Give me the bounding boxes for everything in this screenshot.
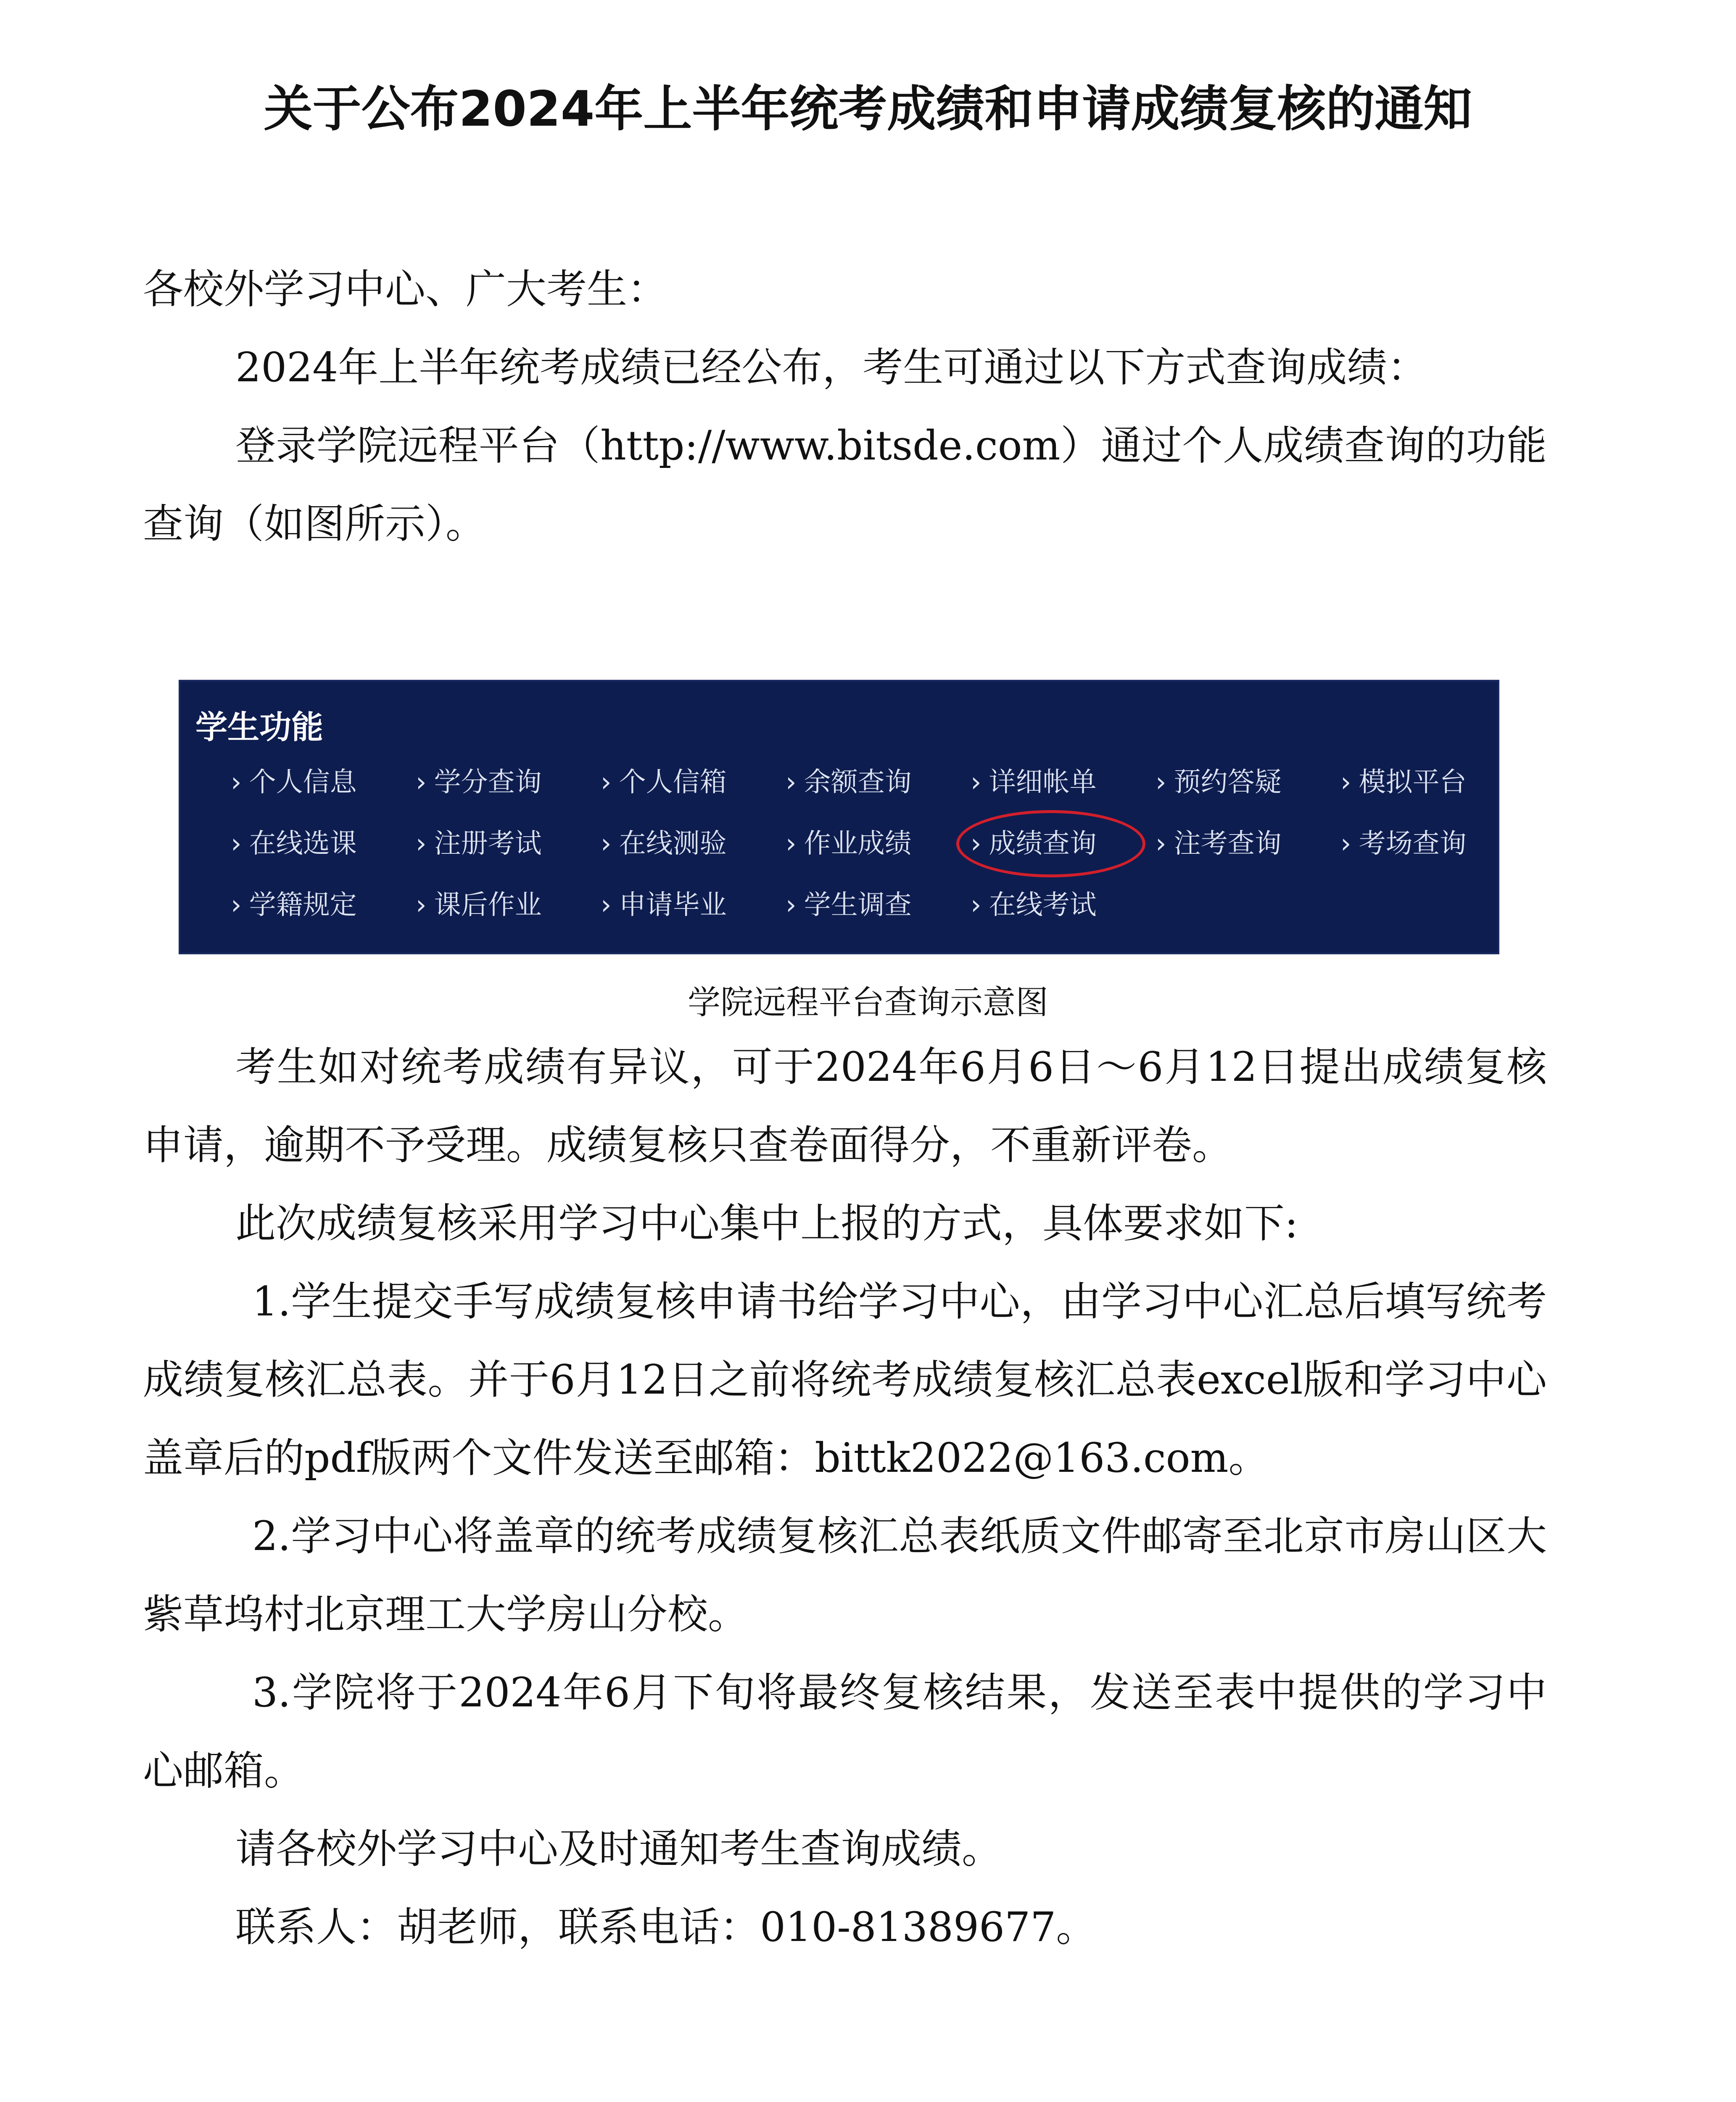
empty-cell [1156, 884, 1340, 945]
requirement-item-2: 2.学习中心将盖章的统考成绩复核汇总表纸质文件邮寄至北京市房山区大紫草坞村北京理工大学房山分校。 [143, 1513, 1547, 1638]
chevron-right-icon: › [786, 828, 797, 859]
menu-item[interactable] [1156, 823, 1340, 884]
chevron-right-icon: › [1156, 828, 1166, 859]
menu-item[interactable] [786, 761, 971, 823]
menu-item-label: 申请毕业 [619, 890, 727, 921]
menu-item-label: 考场查询 [1359, 828, 1467, 859]
menu-item-label: 学分查询 [434, 767, 542, 798]
paragraph-scores-published: 2024年上半年统考成绩已经公布，考生可通过以下方式查询成绩： [235, 344, 1428, 391]
chevron-right-icon: › [231, 828, 242, 859]
menu-item-label: 详细帐单 [989, 767, 1097, 798]
paragraph-review-method: 此次成绩复核采用学习中心集中上报的方式，具体要求如下: [235, 1200, 1298, 1247]
menu-item-label: 注考查询 [1174, 828, 1282, 859]
paragraph-notify: 请各校外学习中心及时通知考生查询成绩。 [235, 1825, 1002, 1872]
chevron-right-icon: › [971, 828, 981, 859]
chevron-right-icon: › [786, 767, 797, 798]
empty-cell [1340, 884, 1525, 945]
chevron-right-icon: › [231, 890, 242, 921]
menu-item-label: 余额查询 [804, 767, 912, 798]
requirement-item-1: 1.学生提交手写成绩复核申请书给学习中心，由学习中心汇总后填写统考成绩复核汇总表。并于6月12日之前将统考成绩复核汇总表excel版和学习中心盖章后的pdf版两个文件发送至邮箱：bittk2022@163.com。 [143, 1278, 1547, 1481]
menu-item[interactable] [1340, 761, 1525, 823]
chevron-right-icon: › [971, 890, 981, 921]
chevron-right-icon: › [1156, 767, 1166, 798]
menu-item[interactable] [601, 884, 786, 945]
chevron-right-icon: › [1340, 767, 1351, 798]
menu-item[interactable] [1156, 761, 1340, 823]
student-functions-screenshot [179, 680, 1499, 954]
menu-item-label: 在线测验 [619, 828, 727, 859]
chevron-right-icon: › [601, 890, 612, 921]
menu-item[interactable] [1340, 823, 1525, 884]
chevron-right-icon: › [601, 828, 612, 859]
menu-item[interactable] [231, 823, 416, 884]
menu-item[interactable] [786, 884, 971, 945]
menu-item-label: 学籍规定 [249, 890, 357, 921]
paragraph-login-platform: 登录学院远程平台（http://www.bitsde.com）通过个人成绩查询的功能查询（如图所示）。 [143, 422, 1547, 547]
chevron-right-icon: › [231, 767, 242, 798]
menu-item-label: 学生调查 [804, 890, 912, 921]
menu-item[interactable] [601, 823, 786, 884]
body-bottom [143, 1028, 1547, 1966]
menu-item-label: 预约答疑 [1174, 767, 1282, 798]
chevron-right-icon: › [416, 890, 427, 921]
document-title: 关于公布2024年上半年统考成绩和申请成绩复核的通知 [264, 81, 1472, 137]
menu-item-label: 课后作业 [434, 890, 542, 921]
menu-item-label: 模拟平台 [1359, 767, 1467, 798]
chevron-right-icon: › [416, 828, 427, 859]
function-menu-grid [231, 761, 1525, 945]
menu-item[interactable] [971, 823, 1156, 884]
salutation: 各校外学习中心、广大考生： [143, 266, 667, 313]
menu-item-label: 成绩查询 [989, 828, 1097, 859]
menu-item[interactable] [416, 823, 601, 884]
menu-item[interactable] [231, 884, 416, 945]
paragraph-review-window: 考生如对统考成绩有异议，可于2024年6月6日～6月12日提出成绩复核申请，逾期不予受理。成绩复核只查卷面得分，不重新评卷。 [143, 1043, 1547, 1169]
chevron-right-icon: › [1340, 828, 1351, 859]
panel-title: 学生功能 [195, 708, 323, 746]
chevron-right-icon: › [601, 767, 612, 798]
menu-item-label: 作业成绩 [804, 828, 912, 859]
menu-item-label: 在线选课 [249, 828, 357, 859]
menu-item-label: 在线考试 [989, 890, 1097, 921]
menu-item[interactable] [416, 761, 601, 823]
menu-item[interactable] [971, 884, 1156, 945]
chevron-right-icon: › [416, 767, 427, 798]
contact-line: 联系人：胡老师，联系电话：010-81389677。 [235, 1904, 1097, 1951]
menu-item[interactable] [601, 761, 786, 823]
body-top [143, 250, 1547, 563]
menu-item[interactable] [416, 884, 601, 945]
figure-caption: 学院远程平台查询示意图 [687, 984, 1048, 1022]
chevron-right-icon: › [971, 767, 981, 798]
menu-item[interactable] [786, 823, 971, 884]
chevron-right-icon: › [786, 890, 797, 921]
menu-item[interactable] [231, 761, 416, 823]
requirement-item-3: 3.学院将于2024年6月下旬将最终复核结果，发送至表中提供的学习中心邮箱。 [143, 1669, 1547, 1794]
menu-item-label: 个人信箱 [619, 767, 727, 798]
menu-item-label: 注册考试 [434, 828, 542, 859]
menu-item-label: 个人信息 [249, 767, 357, 798]
